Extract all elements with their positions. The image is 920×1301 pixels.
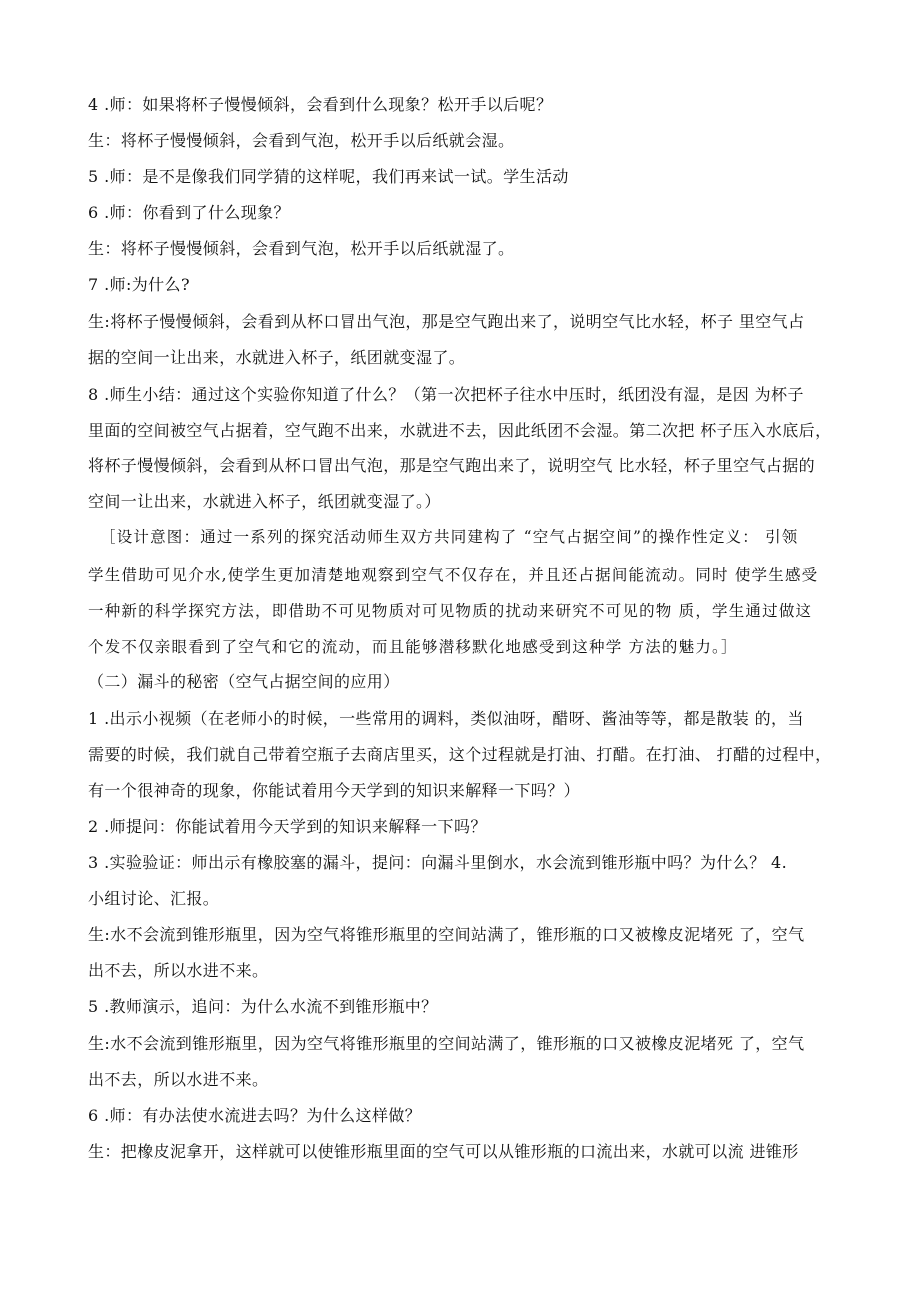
text-line: 里面的空间被空气占据着，空气跑不出来，水就进不去，因此纸团不会湿。第二次把 杯子压入水底后， [88, 421, 832, 440]
text-line: 生：将杯子慢慢倾斜，会看到气泡，松开手以后纸就湿了。 [88, 239, 515, 258]
text-line: 出不去，所以水进不来。 [88, 961, 269, 980]
text-line: 生:水不会流到锥形瓶里，因为空气将锥形瓶里的空间站满了，锥形瓶的口又被橡皮泥堵死 了，空气 [88, 1034, 805, 1053]
text-line: 据的空间一让出来，水就进入杯子，纸团就变湿了。 [88, 348, 466, 367]
text-line: 5 .师：是不是像我们同学猜的这样呢，我们再来试一试。学生活动 [88, 167, 569, 186]
text-line: 6 .师：有办法使水流进去吗？为什么这样做？ [88, 1106, 422, 1125]
text-line: 3 .实验验证：师出示有橡胶塞的漏斗，提问：向漏斗里倒水，水会流到锥形瓶中吗？为什么？ 4. [88, 853, 788, 872]
design-intent-line: ［设计意图：通过一系列的探究活动师生双方共同建构了 “空气占据空间”的操作性定义： 引领 [100, 528, 799, 546]
text-line: 生：将杯子慢慢倾斜，会看到气泡，松开手以后纸就会湿。 [88, 131, 515, 150]
text-line: 小组讨论、汇报。 [88, 889, 220, 908]
text-line: 4 .师：如果将杯子慢慢倾斜，会看到什么现象？松开手以后呢？ [88, 95, 553, 114]
text-line: 8 .师生小结：通过这个实验你知道了什么？（第一次把杯子往水中压时，纸团没有湿，是因 为杯子 [88, 385, 804, 404]
text-line: 生:水不会流到锥形瓶里，因为空气将锥形瓶里的空间站满了，锥形瓶的口又被橡皮泥堵死 了，空气 [88, 925, 805, 944]
text-line: 空间一让出来，水就进入杯子，纸团就变湿了。） [88, 492, 441, 511]
text-line: 需要的时候，我们就自己带着空瓶子去商店里买，这个过程就是打油、打醋。在打油、 打醋的过程中， [88, 745, 832, 764]
design-intent-line: 一种新的科学探究方法，即借助不可见物质对可见物质的扰动来研究不可见的物 质，学生通过做这 [88, 602, 813, 620]
text-line: 生:将杯子慢慢倾斜，会看到从杯口冒出气泡，那是空气跑出来了，说明空气比水轻，杯子 里空气占 [88, 312, 805, 331]
text-line: 1 .出示小视频（在老师小的时候，一些常用的调料，类似油呀，醋呀、酱油等等，都是散装 的，当 [88, 709, 804, 728]
text-line: 5 .教师演示，追问：为什么水流不到锥形瓶中？ [88, 997, 438, 1016]
text-line: 7 .师:为什么? [88, 275, 190, 294]
text-line: 生：把橡皮泥拿开，这样就可以使锥形瓶里面的空气可以从锥形瓶的口流出来，水就可以流 进锥形 [88, 1142, 799, 1161]
design-intent-line: 个发不仅亲眼看到了空气和它的流动，而且能够潜移默化地感受到这种学 方法的魅力。］ [88, 638, 738, 656]
design-intent-line: 学生借助可见介水,使学生更加清楚地观察到空气不仅存在，并且还占据间能流动。同时 使学生感受 [88, 566, 819, 584]
text-line: 将杯子慢慢倾斜，会看到从杯口冒出气泡，那是空气跑出来了，说明空气 比水轻，杯子里空气占据的 [88, 456, 816, 475]
text-line: 出不去，所以水进不来。 [88, 1070, 269, 1089]
text-line: 有一个很神奇的现象，你能试着用今天学到的知识来解释一下吗？） [88, 781, 581, 800]
text-line: 6 .师：你看到了什么现象？ [88, 203, 290, 222]
text-line: 2 .师提问：你能试着用今天学到的知识来解释一下吗？ [88, 817, 487, 836]
section-heading: （二）漏斗的秘密（空气占据空间的应用） [88, 672, 400, 691]
